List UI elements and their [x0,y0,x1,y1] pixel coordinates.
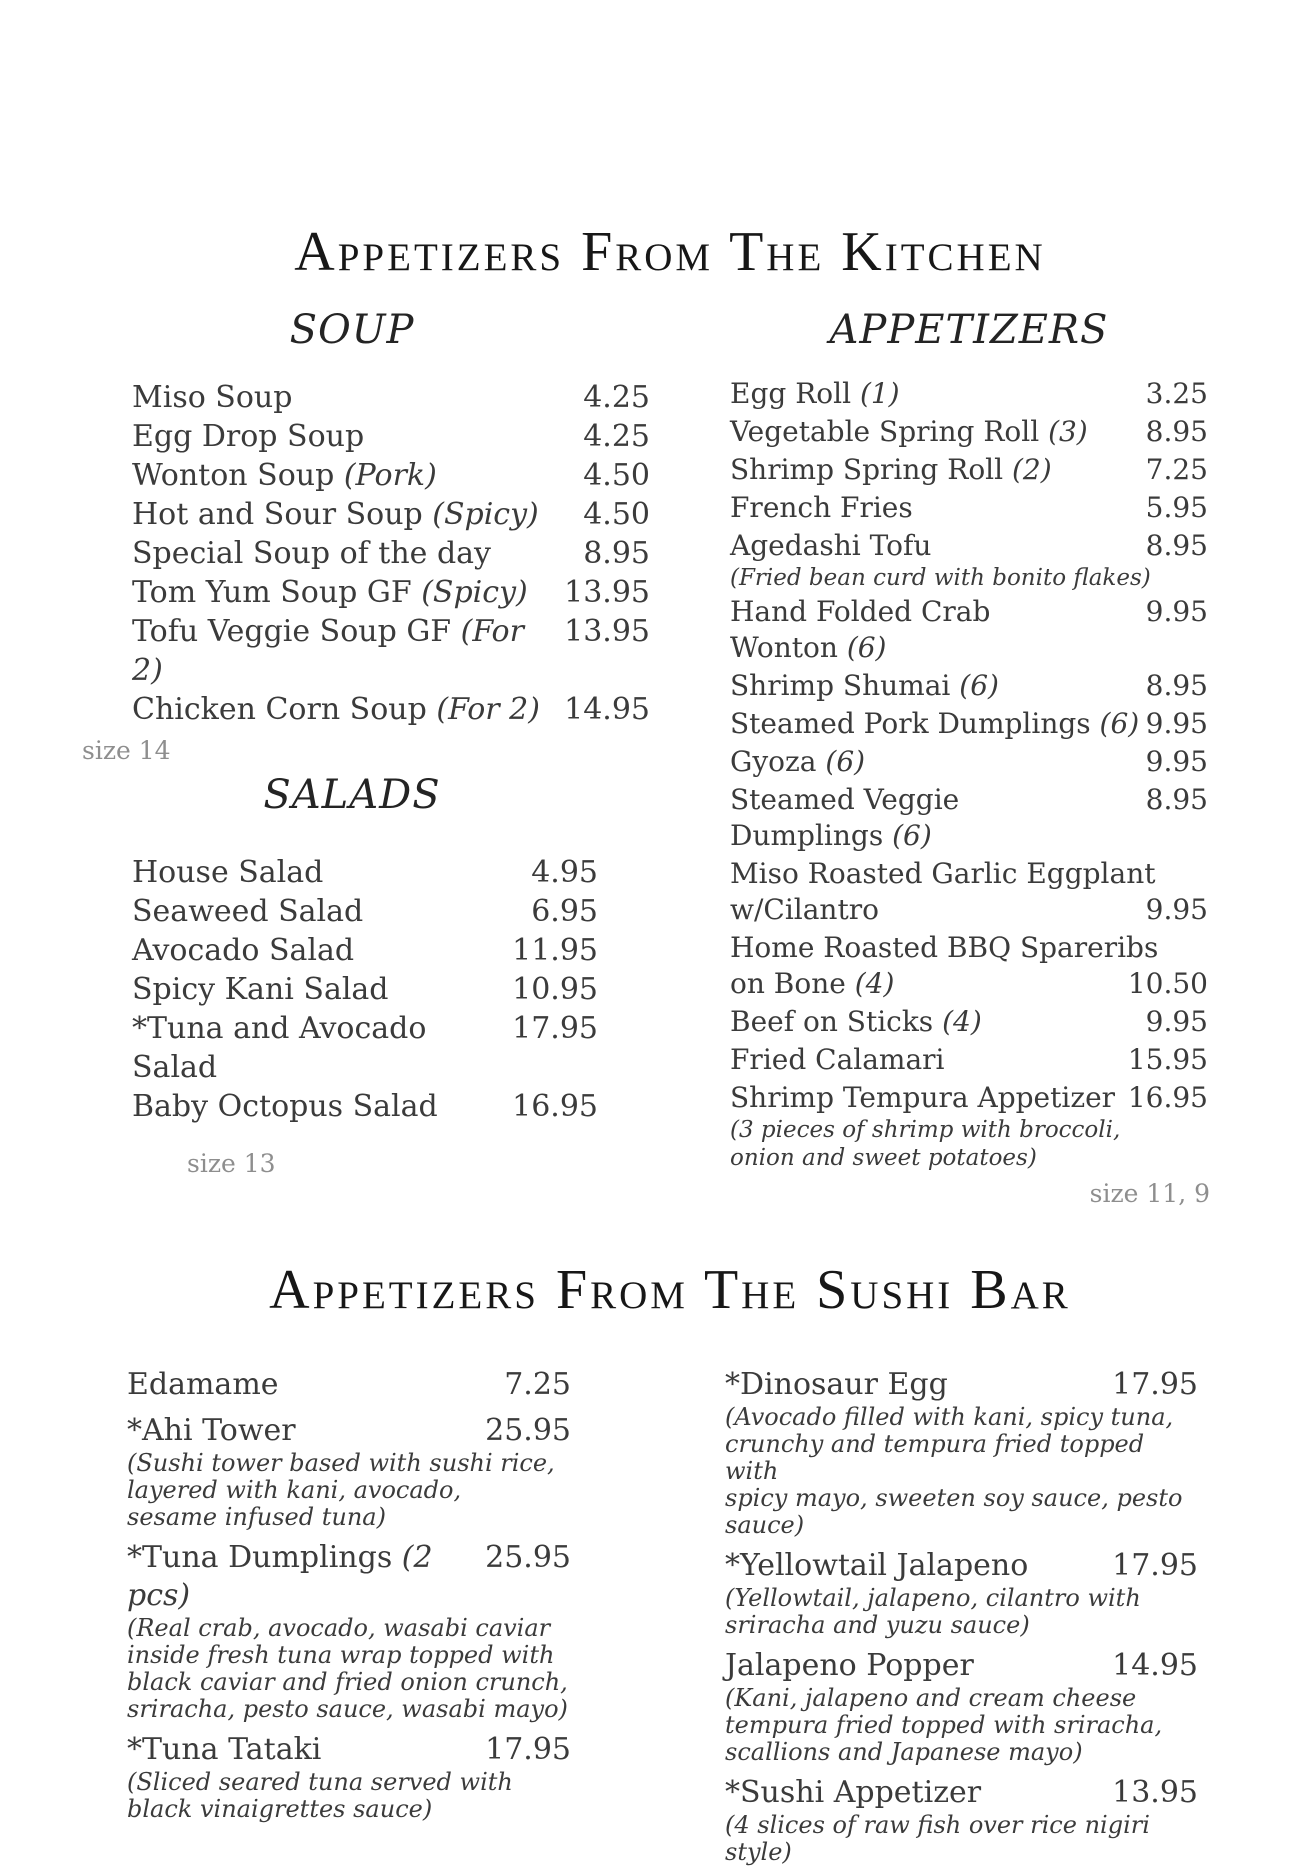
menu-item [132,1087,598,1126]
menu-item-row [132,970,598,1009]
menu-item [132,970,598,1009]
menu-item [132,612,650,690]
appetizers-size-note: size 11, 9 [1089,1179,1210,1208]
menu-item-row [730,376,1208,412]
item-description-line: spicy mayo, sweeten soy sauce, pesto sauce) [725,1484,1183,1539]
item-qualifier: (6) [1090,707,1140,740]
item-price: 8.95 [583,536,650,571]
sushi-bar-right-column [725,1366,1198,1874]
item-name: Hand Folded Crab Wonton (6) [730,595,991,664]
item-price: 5.95 [1145,491,1208,524]
item-price: 16.95 [512,1089,598,1124]
menu-item [725,1774,1198,1866]
item-qualifier: (6) [950,669,999,702]
item-price: 4.50 [583,458,650,493]
item-name: *Sushi Appetizer [725,1775,982,1810]
item-price: 9.95 [1145,893,1208,926]
menu-item [730,668,1208,704]
menu-item-row [725,1366,1198,1404]
item-name: Spicy Kani Salad [132,972,389,1007]
menu-item [132,1009,598,1087]
menu-item [730,1042,1208,1078]
item-price: 6.95 [531,894,598,929]
item-price: 8.95 [1145,669,1208,702]
item-name: Baby Octopus Salad [132,1089,438,1124]
menu-item-row [730,490,1208,526]
menu-item-row [132,1087,598,1126]
menu-item-row [132,892,598,931]
item-name: Hot and Sour Soup (Spicy) [132,497,539,532]
item-qualifier: (6) [883,819,932,852]
item-price: 4.50 [583,497,650,532]
menu-item-row [730,1080,1208,1116]
menu-item-row [730,930,1208,966]
item-price: 14.95 [1112,1648,1198,1683]
item-price: 8.95 [1145,415,1208,448]
item-price: 15.95 [1127,1043,1208,1076]
menu-item-row [127,1366,571,1404]
item-name: Agedashi Tofu [730,529,932,562]
item-name: House Salad [132,855,324,890]
item-price: 8.95 [1145,529,1208,562]
menu-item-row [730,528,1208,564]
menu-item [132,573,650,612]
menu-item [730,782,1208,854]
item-price: 8.95 [1145,783,1208,816]
menu-item [730,376,1208,412]
item-qualifier: (4) [845,967,895,1000]
menu-item [730,744,1208,780]
item-price: 9.95 [1145,707,1208,740]
item-description [127,1615,571,1723]
item-description [127,1450,571,1531]
item-description-line: inside fresh tuna wrap topped with [127,1641,555,1669]
item-price: 17.95 [1112,1548,1198,1583]
menu-item-row [730,782,1208,854]
item-name: *Yellowtail Jalapeno [725,1548,1029,1583]
item-name: *Ahi Tower [127,1413,296,1448]
item-description [127,1769,571,1823]
item-description-line: (4 slices of raw fish over rice nigiri style) [725,1811,1150,1866]
item-price: 13.95 [1112,1775,1198,1810]
menu-item [730,594,1208,666]
menu-item [127,1412,571,1531]
menu-item [132,456,650,495]
item-description-line: (Yellowtail, jalapeno, cilantro with [725,1584,1141,1612]
item-description-line: (Sliced seared tuna served with [127,1768,513,1796]
item-price: 16.95 [1127,1081,1208,1114]
item-description [730,564,1208,592]
item-description [730,1116,1208,1172]
menu-item-row [725,1647,1198,1685]
item-qualifier: (2 pcs) [127,1540,433,1613]
item-description [725,1404,1198,1539]
item-name: Shrimp Tempura Appetizer [730,1081,1116,1114]
menu-item [730,930,1208,1002]
menu-item-row [132,495,650,534]
menu-item-row [725,1547,1198,1585]
kitchen-left-column [82,292,650,1178]
item-name: *Tuna and Avocado Salad [132,1011,427,1085]
menu-item-row [127,1412,571,1450]
item-name: Tofu Veggie Soup GF (For 2) [132,614,524,688]
item-name: on Bone (4) [730,967,895,1000]
item-name: Wonton Soup (Pork) [132,458,437,493]
item-qualifier: (Spicy) [411,575,528,610]
item-qualifier: (Pork) [334,458,437,493]
menu-item [132,853,598,892]
menu-content [82,0,1210,1874]
menu-item-row [132,612,650,690]
item-price: 25.95 [485,1413,571,1448]
item-name: *Tuna Tataki [127,1732,322,1767]
item-description-line: onion and sweet potatoes) [730,1145,1037,1171]
item-price: 9.95 [1145,1005,1208,1038]
item-qualifier: (2) [1003,453,1052,486]
item-price: 7.25 [504,1367,571,1402]
item-qualifier: (6) [816,745,866,778]
menu-item-row [132,534,650,573]
item-price: 17.95 [1112,1367,1198,1402]
item-price: 4.25 [583,419,650,454]
item-description [725,1812,1198,1866]
menu-item [132,690,650,729]
item-description-line: sesame infused tuna) [127,1503,386,1531]
menu-item [725,1366,1198,1539]
menu-item-row [127,1539,571,1615]
item-qualifier: (For 2) [132,614,524,688]
menu-item [127,1366,571,1404]
menu-item-row [132,931,598,970]
item-name: Tom Yum Soup GF (Spicy) [132,575,528,610]
item-name: *Tuna Dumplings (2 pcs) [127,1540,433,1613]
item-price: 11.95 [512,933,598,968]
item-name: Fried Calamari [730,1043,945,1076]
menu-item [132,378,650,417]
soup-list [132,378,650,729]
item-description [725,1585,1198,1639]
menu-item [132,892,598,931]
item-name: Egg Roll (1) [730,377,900,410]
item-price: 10.50 [1127,967,1208,1000]
item-qualifier: (6) [837,631,887,664]
menu-item-row [132,853,598,892]
menu-item-row [725,1774,1198,1812]
item-name: Egg Drop Soup [132,419,365,454]
item-name: *Dinosaur Egg [725,1367,948,1402]
menu-item [132,931,598,970]
item-description-line: (Sushi tower based with sushi rice, [127,1449,555,1477]
item-qualifier: (3) [1039,415,1088,448]
item-price: 4.95 [531,855,598,890]
menu-item-row [730,706,1208,742]
item-name: Avocado Salad [132,933,355,968]
menu-item-row [132,378,650,417]
item-description-line: black vinaigrettes sauce) [127,1795,433,1823]
sushi-bar-section-title: Appetizers From The Sushi Bar [269,1259,1071,1321]
item-price: 13.95 [564,614,650,649]
item-price: 3.25 [1145,377,1208,410]
item-description-line: (Kani, jalapeno and cream cheese [725,1684,1137,1712]
item-name: Shrimp Spring Roll (2) [730,453,1052,486]
menu-item [132,417,650,456]
item-price: 14.95 [564,692,650,727]
item-price: 13.95 [564,575,650,610]
menu-item [127,1539,571,1723]
menu-item [730,414,1208,450]
menu-item-row [730,452,1208,488]
menu-item-row [730,668,1208,704]
item-name: Vegetable Spring Roll (3) [730,415,1088,448]
item-price: 17.95 [512,1011,598,1046]
item-name: Seaweed Salad [132,894,364,929]
menu-item-row [730,744,1208,780]
item-price: 9.95 [1145,595,1208,628]
menu-item-row [132,1009,598,1087]
menu-item-row [730,1042,1208,1078]
menu-item-row [730,1004,1208,1040]
menu-item-row [132,456,650,495]
item-price: 9.95 [1145,745,1208,778]
item-name: French Fries [730,491,913,524]
item-qualifier: (For 2) [426,692,540,727]
item-description-line: (Avocado filled with kani, spicy tuna, [725,1403,1174,1431]
menu-item [730,706,1208,742]
menu-item-row [730,892,1208,928]
menu-item [730,1004,1208,1040]
sushi-bar-columns [127,1366,1208,1874]
item-name: Special Soup of the day [132,536,492,571]
menu-item [730,856,1208,928]
item-price: 10.95 [512,972,598,1007]
item-price: 4.25 [583,380,650,415]
item-price: 17.95 [485,1732,571,1767]
soup-size-note: size 14 [82,736,171,765]
menu-item [132,495,650,534]
item-description-line: (Fried bean curd with bonito flakes) [730,565,1151,591]
menu-item [730,1080,1208,1172]
appetizers-heading: APPETIZERS [829,307,1109,353]
menu-item-row [730,856,1208,892]
menu-item [725,1647,1198,1766]
menu-item [725,1547,1198,1639]
salads-list [132,853,598,1126]
menu-item-row [132,690,650,729]
item-description-line: scallions and Japanese mayo) [725,1738,1083,1766]
item-name: Gyoza (6) [730,745,866,778]
menu-item [132,534,650,573]
salads-heading: SALADS [263,772,441,818]
item-description-line: crunchy and tempura fried topped with [725,1430,1145,1485]
menu-item-row [730,414,1208,450]
menu-item-row [132,417,650,456]
item-name: Miso Soup [132,380,293,415]
item-description-line: sriracha, pesto sauce, wasabi mayo) [127,1695,568,1723]
item-description-line: black caviar and fried onion crunch, [127,1668,568,1696]
menu-item [730,452,1208,488]
menu-item-row [730,594,1208,666]
item-qualifier: (Spicy) [422,497,539,532]
item-price: 25.95 [485,1540,571,1575]
menu-item [127,1731,571,1823]
menu-item [730,528,1208,592]
item-name: Jalapeno Popper [725,1648,974,1683]
sushi-bar-left-column [127,1366,571,1831]
menu-item-row [730,966,1208,1002]
item-name: Miso Roasted Garlic Eggplant [730,857,1156,890]
item-description-line: tempura fried topped with sriracha, [725,1711,1163,1739]
item-description-line: (3 pieces of shrimp with broccoli, [730,1117,1121,1143]
kitchen-columns [82,292,1210,1208]
item-name: Steamed Veggie Dumplings (6) [730,783,960,852]
item-description-line: sriracha and yuzu sauce) [725,1611,1030,1639]
item-description [725,1685,1198,1766]
soup-heading: SOUP [289,307,415,353]
item-description-line: (Real crab, avocado, wasabi caviar [127,1614,551,1642]
kitchen-right-column [730,292,1208,1208]
item-name: Steamed Pork Dumplings (6) [730,707,1140,740]
salads-size-note: size 13 [187,1149,276,1178]
menu-item-row [132,573,650,612]
item-name: w/Cilantro [730,893,879,926]
item-qualifier: (4) [933,1005,982,1038]
item-name: Edamame [127,1367,279,1402]
item-name: Shrimp Shumai (6) [730,669,999,702]
item-qualifier: (1) [851,377,900,410]
item-price: 7.25 [1145,453,1208,486]
item-name: Beef on Sticks (4) [730,1005,982,1038]
item-name: Home Roasted BBQ Spareribs [730,931,1159,964]
item-description-line: layered with kani, avocado, [127,1476,462,1504]
menu-item-row [127,1731,571,1769]
menu-item [730,490,1208,526]
appetizers-list [730,376,1208,1172]
kitchen-section-title: Appetizers From The Kitchen [294,221,1046,283]
item-name: Chicken Corn Soup (For 2) [132,692,540,727]
